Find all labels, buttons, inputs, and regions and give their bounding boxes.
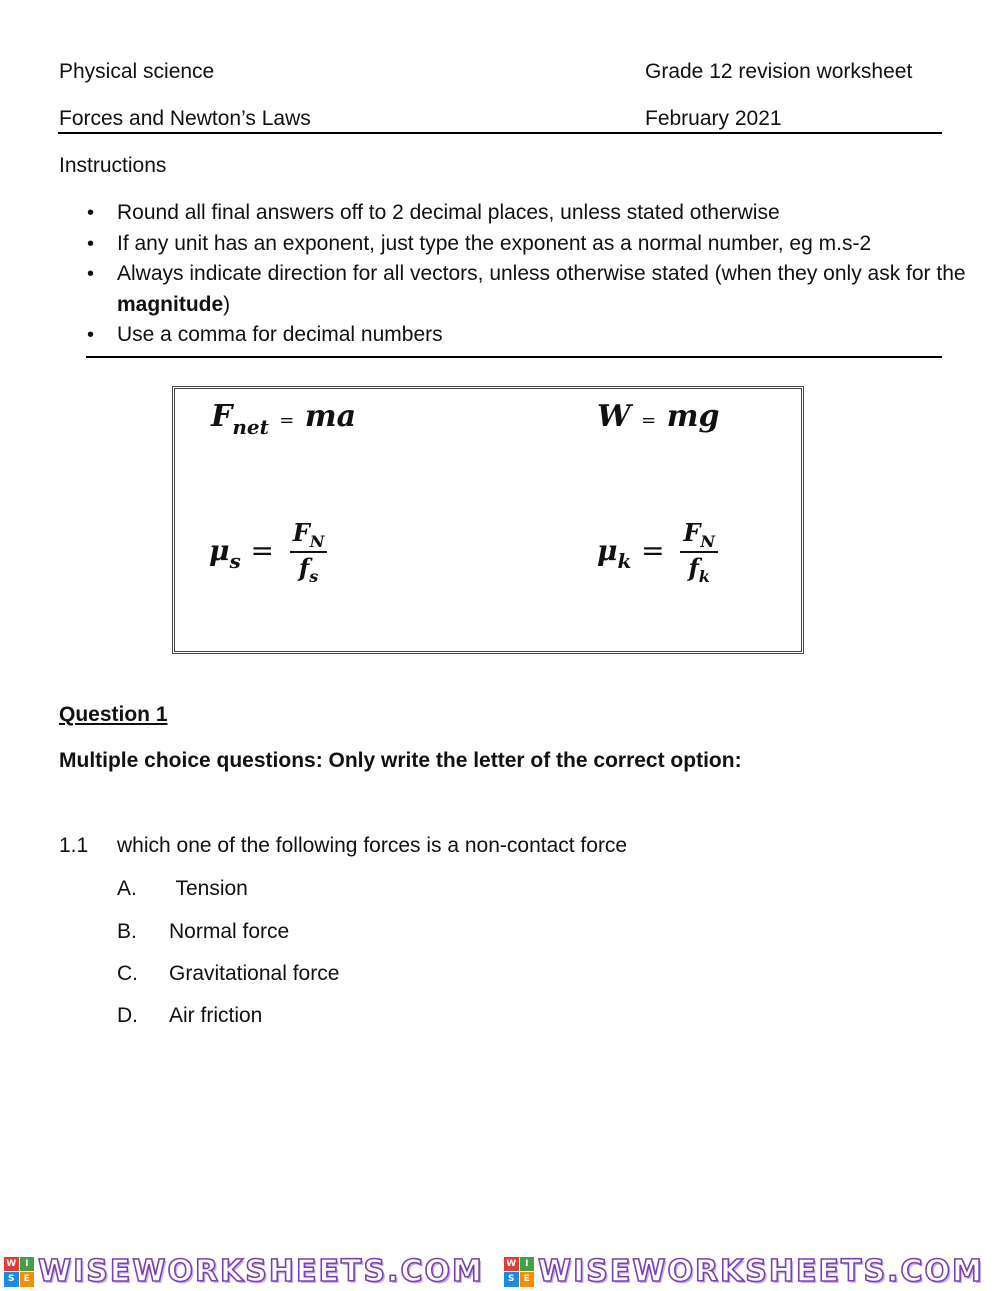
watermark-logo-icon: W I S E [4,1257,34,1287]
option-text: Air friction [169,1004,263,1027]
watermark-block [4,1252,484,1291]
option-letter: D. [117,1004,138,1027]
formula-kinetic-friction-coefficient: $\mu_k$ = $\frac{F_N}{f_k}$ [597,519,718,586]
question-title: Question 1 [59,703,168,726]
watermark-strip [0,1252,1000,1291]
topic-label: Forces and Newton’s Laws [59,107,311,130]
formula-box [172,386,804,654]
question-subtitle: Multiple choice questions: Only write the letter of the correct option: [59,749,742,772]
formula-newton-second-law: $F_{net}$ = ma [211,399,357,439]
option-text: Gravitational force [169,962,340,985]
instruction-item: • Round all final answers off to 2 decimal places, unless stated otherwise [86,198,966,229]
watermark-logo-icon: W I S E [504,1257,534,1287]
question-text: which one of the following forces is a non-contact force [117,834,628,857]
formula-weight: W = mg [597,399,720,434]
header-divider [58,132,942,134]
option-letter: C. [117,962,138,985]
magnitude-emphasis: magnitude [117,292,224,316]
instructions-list [86,198,966,351]
watermark-text: WISEWORKSHEETS.COM [38,1254,484,1289]
instruction-item: • If any unit has an exponent, just type the exponent as a normal number, eg m.s-2 [86,229,966,260]
option-letter: A. [117,877,137,900]
option-letter: B. [117,920,137,943]
instructions-divider [86,356,942,358]
date-label: February 2021 [645,107,782,130]
option-text: Tension [170,877,248,900]
instruction-item: • Use a comma for decimal numbers [86,320,966,351]
watermark-block [504,1252,984,1291]
instruction-item: • Always indicate direction for all vectors, unless otherwise stated (when they only ask for the magnitude) [86,259,966,320]
instructions-heading: Instructions [59,154,167,177]
question-number: 1.1 [59,834,89,857]
watermark-text: WISEWORKSHEETS.COM [538,1254,984,1289]
formula-static-friction-coefficient: $\mu_s$ = $\frac{F_N}{f_s}$ [209,519,327,586]
option-text: Normal force [169,920,290,943]
worksheet-title: Grade 12 revision worksheet [645,60,913,83]
subject-label: Physical science [59,60,215,83]
